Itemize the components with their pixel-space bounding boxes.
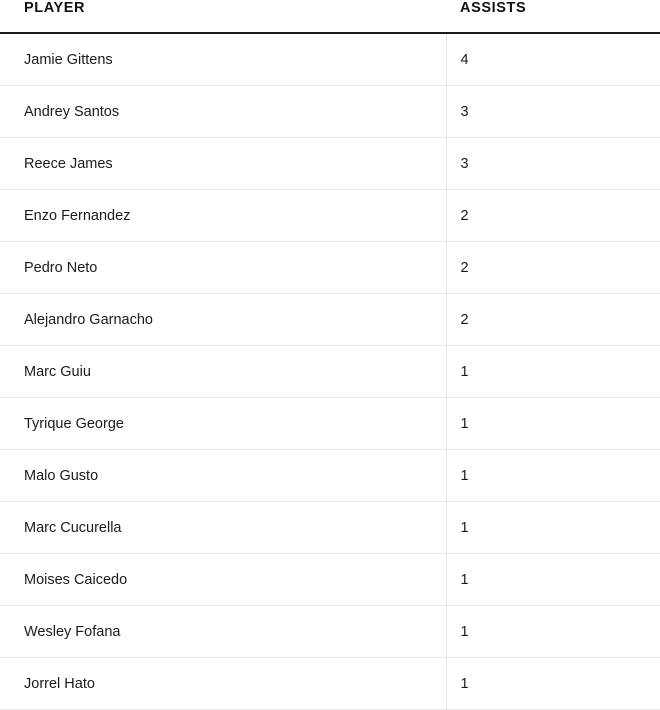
cell-player-name: Jamie Gittens: [0, 33, 446, 86]
table-row: [0, 138, 660, 190]
table-row: [0, 398, 660, 450]
cell-assists-value: 1: [446, 450, 660, 502]
cell-assists-value: 1: [446, 398, 660, 450]
cell-player-name: Malo Gusto: [0, 450, 446, 502]
table-row: [0, 346, 660, 398]
table-row: [0, 294, 660, 346]
cell-player-name: Marc Cucurella: [0, 502, 446, 554]
cell-assists-value: 1: [446, 554, 660, 606]
cell-assists-value: 2: [446, 294, 660, 346]
column-header-player: PLAYER: [0, 0, 446, 33]
table-header-row: [0, 0, 660, 33]
cell-player-name: Reece James: [0, 138, 446, 190]
table-row: [0, 606, 660, 658]
table-row: [0, 190, 660, 242]
cell-player-name: Marc Guiu: [0, 346, 446, 398]
table-header: [0, 0, 660, 33]
table-body: [0, 33, 660, 710]
cell-assists-value: 1: [446, 606, 660, 658]
cell-assists-value: 2: [446, 242, 660, 294]
table-row: [0, 450, 660, 502]
cell-player-name: Moises Caicedo: [0, 554, 446, 606]
cell-player-name: Andrey Santos: [0, 86, 446, 138]
table-row: [0, 86, 660, 138]
cell-player-name: Jorrel Hato: [0, 658, 446, 710]
cell-player-name: Alejandro Garnacho: [0, 294, 446, 346]
table-row: [0, 554, 660, 606]
cell-assists-value: 2: [446, 190, 660, 242]
table-row: [0, 502, 660, 554]
cell-assists-value: 1: [446, 346, 660, 398]
cell-player-name: Wesley Fofana: [0, 606, 446, 658]
column-header-assists: ASSISTS: [446, 0, 660, 33]
cell-player-name: Enzo Fernandez: [0, 190, 446, 242]
cell-assists-value: 4: [446, 33, 660, 86]
cell-assists-value: 3: [446, 138, 660, 190]
cell-player-name: Pedro Neto: [0, 242, 446, 294]
cell-assists-value: 3: [446, 86, 660, 138]
table-row: [0, 33, 660, 86]
cell-player-name: Tyrique George: [0, 398, 446, 450]
table-row: [0, 242, 660, 294]
cell-assists-value: 1: [446, 658, 660, 710]
cell-assists-value: 1: [446, 502, 660, 554]
